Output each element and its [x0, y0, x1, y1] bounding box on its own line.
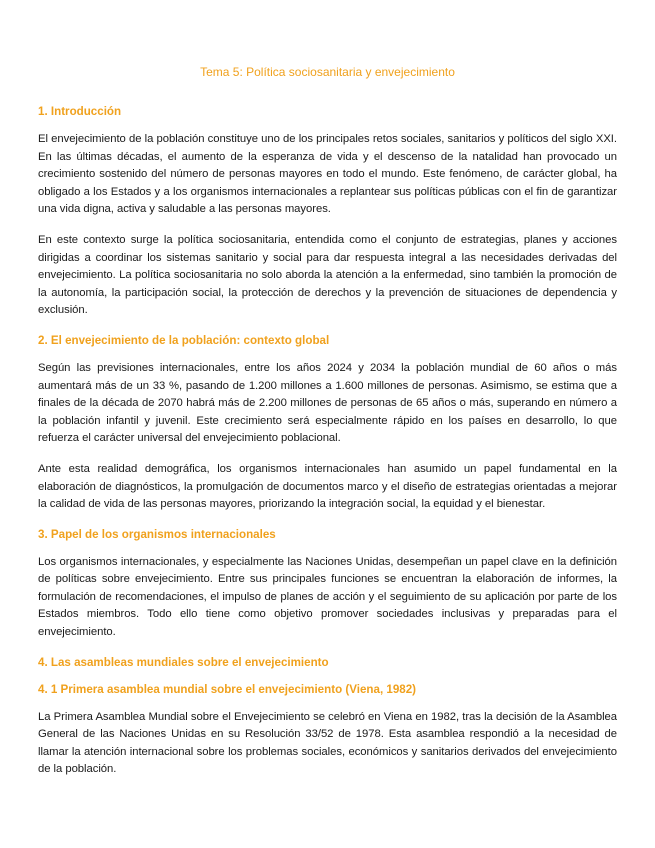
- section-heading-introduccion: 1. Introducción: [38, 105, 122, 118]
- section-heading-contexto-global: 2. El envejecimiento de la población: contexto global: [38, 333, 330, 347]
- paragraph: Ante esta realidad demográfica, los organismos internacionales han asumido un papel fundamental en la elaboración de diagnósticos, la promulgación de documentos marco y el diseño de estrategias orientadas a mejorar la calidad de vida de las personas mayores, priorizando la integración social, la equidad y el bienestar.: [38, 462, 617, 511]
- section-heading-primera-asamblea: 4. 1 Primera asamblea mundial sobre el envejecimiento (Viena, 1982): [38, 682, 417, 696]
- paragraph: Según las previsiones internacionales, entre los años 2024 y 2034 la población mundial de 60 años o más aumentará más de un 33 %, pasando de 1.200 millones a 1.600 millones de personas. Asimismo, se estima que a finales de la década de 2070 habrá más de 2.200 millones de personas de 65 años o más, superando en número a la población infantil y juvenil. Este crecimiento será especialmente rápido en los países en desarrollo, lo que refuerza el carácter universal del envejecimiento poblacional.: [38, 361, 617, 445]
- section-heading-organismos: 3. Papel de los organismos internacionales: [38, 527, 276, 541]
- paragraph: La Primera Asamblea Mundial sobre el Envejecimiento se celebró en Viena en 1982, tras la decisión de la Asamblea General de las Naciones Unidas en su Resolución 33/52 de 1978. Esta asamblea respondió a la necesidad de llamar la atención internacional sobre los problemas sociales, económicos y sanitarios derivados del envejecimiento de la población.: [38, 710, 617, 776]
- paragraph: Los organismos internacionales, y especialmente las Naciones Unidas, desempeñan un papel clave en la definición de políticas sobre envejecimiento. Entre sus principales funciones se encuentran la elaboración de informes, la formulación de recomendaciones, el impulso de planes de acción y el seguimiento de su aplicación por parte de los Estados miembros. Todo ello tiene como objetivo promover sociedades inclusivas y preparadas para el envejecimiento.: [38, 555, 617, 639]
- paragraph: El envejecimiento de la población constituye uno de los principales retos sociales, sanitarios y políticos del siglo XXI. En las últimas décadas, el aumento de la esperanza de vida y el descenso de la natalidad han provocado un crecimiento sostenido del número de personas mayores en todo el mundo. Este fenómeno, de carácter global, ha obligado a los Estados y a los organismos internacionales a replantear sus políticas públicas con el fin de garantizar una vida digna, activa y saludable a las personas mayores.: [38, 133, 617, 216]
- paragraph: En este contexto surge la política sociosanitaria, entendida como el conjunto de estrategias, planes y acciones dirigidas a coordinar los sistemas sanitario y social para dar respuesta integral a las necesidades derivadas del envejecimiento. La política sociosanitaria no solo aborda la atención a la enfermedad, sino también la promoción de la autonomía, la participación social, la protección de derechos y la prevención de situaciones de dependencia y exclusión.: [38, 233, 617, 317]
- section-heading-asambleas: 4. Las asambleas mundiales sobre el envejecimiento: [38, 655, 329, 669]
- document-title: Tema 5: Política sociosanitaria y envejecimiento: [200, 65, 455, 79]
